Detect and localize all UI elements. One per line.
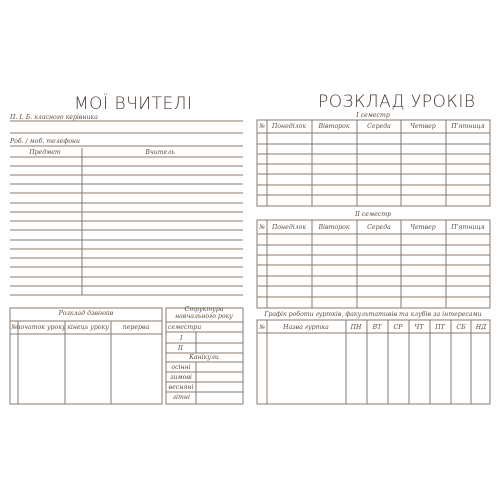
semester-2-label: II семестр: [354, 211, 392, 218]
right-page-title: РОЗКЛАД УРОКІВ: [318, 92, 476, 112]
clubs-day-fri: ПТ: [435, 324, 445, 331]
bells-col-no: №: [11, 324, 17, 331]
bells-col-break: перерва: [122, 324, 150, 331]
holiday-summer: літні: [172, 394, 190, 401]
phones-label: Роб. / моб. телефони: [10, 138, 80, 145]
sem1-col-no: №: [259, 123, 265, 130]
clubs-day-sat: СБ: [456, 324, 466, 331]
semester-1-label: I семестр: [356, 112, 390, 119]
sem1-day-tue: Вівторок: [318, 123, 350, 130]
bells-title: Розклад дзвінків: [58, 310, 114, 317]
clubs-title: Графік роботи гуртків, факультативів та клубів за інтересами: [264, 311, 482, 318]
clubs-col-name: Назва гуртка: [283, 324, 329, 331]
col-subject-header: Предмет: [29, 149, 61, 156]
clubs-day-tue: ВТ: [372, 324, 382, 331]
holiday-spring: весняні: [168, 384, 194, 391]
holiday-autumn: осінні: [171, 364, 191, 371]
sem2-day-thu: Четвер: [410, 224, 436, 231]
clubs-day-sun: НД: [475, 324, 487, 331]
class-teacher-label: П. І. Б. класного керівника: [10, 114, 98, 121]
sem2-day-mon: Понеділок: [271, 224, 307, 231]
sem1-day-thu: Четвер: [410, 123, 436, 130]
clubs-day-thu: ЧТ: [414, 324, 424, 331]
year-semesters-label: семестри: [168, 324, 202, 331]
year-structure-title: Структура навчального року: [175, 306, 233, 320]
clubs-col-no: №: [259, 324, 265, 331]
year-semester-2: II: [178, 345, 183, 352]
bells-col-start: початок уроку: [16, 324, 66, 331]
year-semester-1: I: [180, 335, 183, 342]
year-holidays-label: Канікули: [189, 354, 219, 361]
col-teacher-header: Вчитель: [145, 149, 175, 156]
sem1-day-fri: П'ятниця: [451, 123, 485, 130]
sem2-day-wed: Середа: [367, 224, 391, 231]
clubs-day-wed: СР: [393, 324, 403, 331]
left-page-title: МОЇ ВЧИТЕЛІ: [74, 94, 193, 114]
sem2-col-no: №: [259, 224, 265, 231]
bells-col-end: кінець уроку: [67, 324, 109, 331]
sem2-day-tue: Вівторок: [318, 224, 350, 231]
sem1-day-wed: Середа: [367, 123, 391, 130]
holiday-winter: зимові: [170, 374, 192, 381]
sem1-day-mon: Понеділок: [271, 123, 307, 130]
sem2-day-fri: П'ятниця: [451, 224, 485, 231]
clubs-day-mon: ПН: [350, 324, 362, 331]
